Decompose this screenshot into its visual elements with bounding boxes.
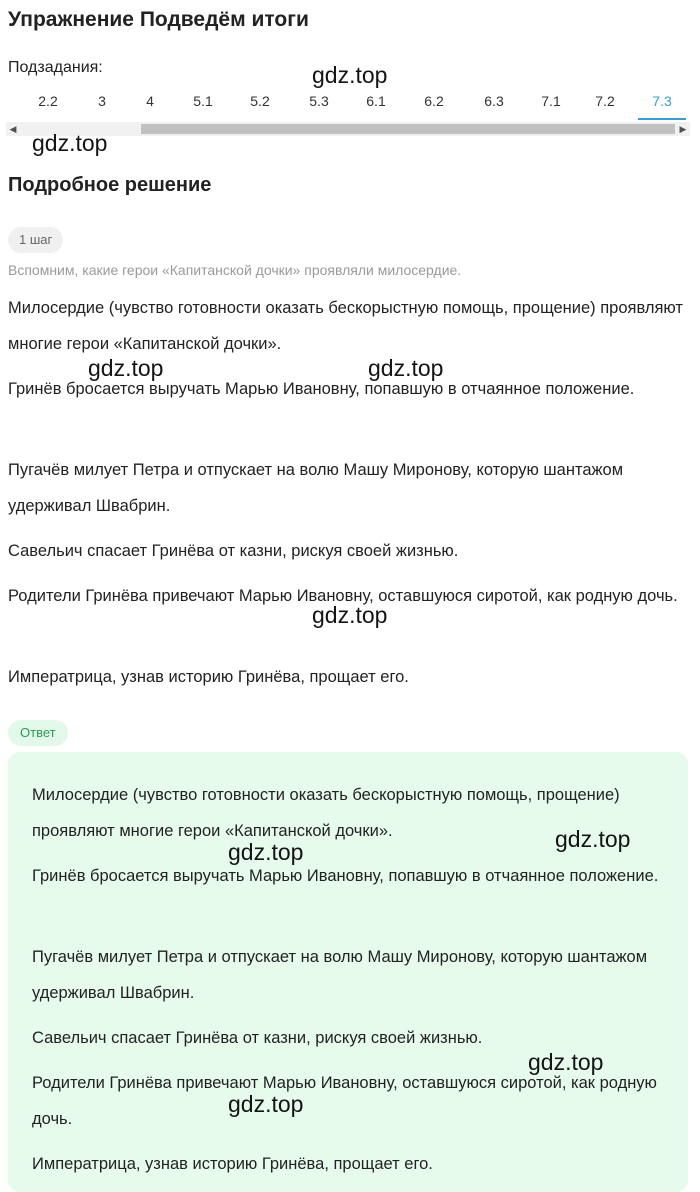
subtask-tab-6-3[interactable]: 6.3 [484, 93, 504, 109]
subtask-tab-7-2[interactable]: 7.2 [595, 93, 615, 109]
answer-paragraph: Пугачёв милует Петра и отпускает на волю Машу Миронову, которую шантажом удерживал Швабрин. [32, 948, 648, 1002]
answer-paragraph: Родители Гринёва привечают Марью Ивановну, оставшуюся сиротой, как родную дочь. [32, 1074, 657, 1128]
watermark: gdz.top [228, 839, 304, 865]
subtask-tab-7-3[interactable]: 7.3 [638, 88, 686, 120]
subtask-tab-7-1[interactable]: 7.1 [541, 93, 561, 109]
watermark: gdz.top [228, 1091, 304, 1117]
subtask-tab-5-2[interactable]: 5.2 [250, 93, 270, 109]
solution-title: Подробное решение [8, 174, 212, 196]
watermark: gdz.top [555, 826, 631, 852]
subtask-tab-6-1[interactable]: 6.1 [366, 93, 386, 109]
page-title: Упражнение Подведём итоги [8, 8, 309, 31]
solution-paragraph: Императрица, узнав историю Гринёва, прощает его. [8, 668, 409, 686]
subtask-tab-5-3[interactable]: 5.3 [309, 93, 329, 109]
subtasks-label: Подзадания: [8, 59, 103, 76]
answer-paragraph: Гринёв бросается выручать Марью Ивановну, попавшую в отчаянное положение. [32, 867, 659, 885]
solution-paragraph: Пугачёв милует Петра и отпускает на волю Машу Миронову, которую шантажом удерживал Швабрин. [8, 461, 624, 515]
step-badge: 1 шаг [8, 227, 63, 253]
subtask-tab-3[interactable]: 3 [98, 93, 106, 109]
subtask-tab-5-1[interactable]: 5.1 [193, 93, 213, 109]
watermark: gdz.top [312, 62, 388, 88]
subtasks-tabs [0, 88, 700, 120]
answer-badge: Ответ [8, 720, 68, 746]
subtask-tab-4[interactable]: 4 [146, 93, 154, 109]
watermark: gdz.top [368, 355, 444, 381]
watermark: gdz.top [32, 130, 108, 156]
answer-paragraph: Милосердие (чувство готовности оказать бескорыстную помощь, прощение) проявляют многие герои «Капитанской дочки». [32, 786, 620, 840]
solution-paragraph: Милосердие (чувство готовности оказать бескорыстную помощь, прощение) проявляют многие герои «Капитанской дочки». [8, 299, 683, 353]
scroll-thumb[interactable] [141, 124, 675, 134]
tabs-scrollbar[interactable] [6, 122, 690, 136]
watermark: gdz.top [312, 602, 388, 628]
scroll-right-icon[interactable]: ▶ [679, 124, 687, 134]
scroll-left-icon[interactable]: ◀ [9, 124, 17, 134]
solution-paragraph: Савельич спасает Гринёва от казни, рискуя своей жизнью. [8, 542, 459, 560]
subtask-tab-6-2[interactable]: 6.2 [424, 93, 444, 109]
answer-paragraph: Императрица, узнав историю Гринёва, прощает его. [32, 1155, 433, 1173]
step-hint: Вспомним, какие герои «Капитанской дочки» проявляли милосердие. [8, 262, 462, 278]
subtask-tab-2-2[interactable]: 2.2 [38, 93, 58, 109]
solution-paragraph: Родители Гринёва привечают Марью Ивановну, оставшуюся сиротой, как родную дочь. [8, 587, 678, 605]
answer-paragraph: Савельич спасает Гринёва от казни, рискуя своей жизнью. [32, 1029, 483, 1047]
solution-paragraph: Гринёв бросается выручать Марью Ивановну, попавшую в отчаянное положение. [8, 380, 635, 398]
watermark: gdz.top [528, 1049, 604, 1075]
watermark: gdz.top [88, 355, 164, 381]
